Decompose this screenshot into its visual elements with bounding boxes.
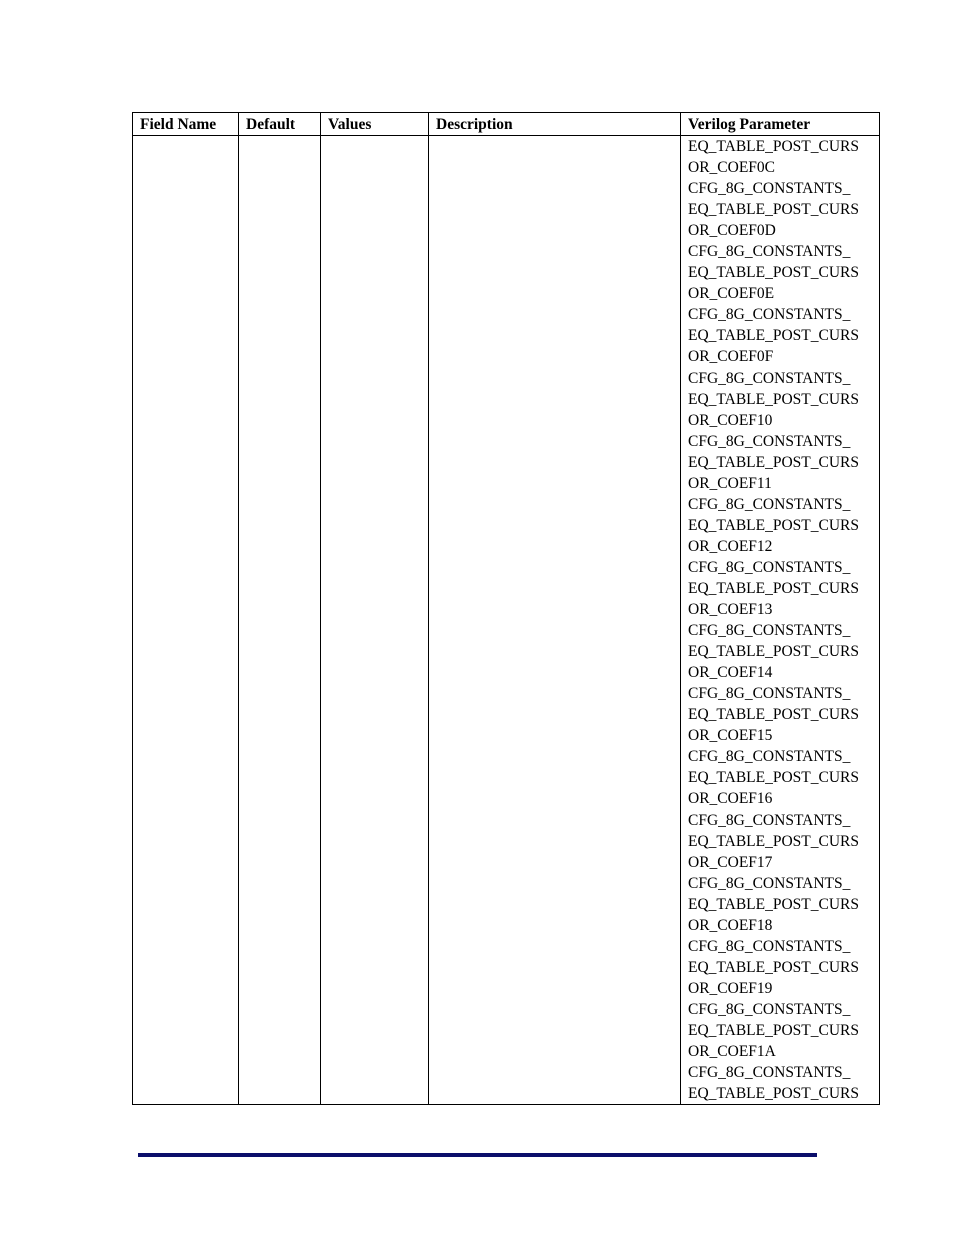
verilog-parameter-line: EQ_TABLE_POST_CURS xyxy=(688,643,859,661)
verilog-parameter-line: EQ_TABLE_POST_CURS xyxy=(688,579,859,597)
verilog-parameter-line: CFG_8G_CONSTANTS_ xyxy=(688,937,851,955)
verilog-parameter-line: OR_COEF17 xyxy=(688,853,773,871)
verilog-parameter-line: OR_COEF10 xyxy=(688,411,773,429)
verilog-parameter-line: CFG_8G_CONSTANTS_ xyxy=(688,1064,851,1082)
verilog-parameter-line: EQ_TABLE_POST_CURS xyxy=(688,769,859,787)
verilog-parameter-line: EQ_TABLE_POST_CURS xyxy=(688,832,859,850)
verilog-parameter-line: OR_COEF0E xyxy=(688,285,775,303)
verilog-parameter-line: CFG_8G_CONSTANTS_ xyxy=(688,811,851,829)
verilog-parameter-line: CFG_8G_CONSTANTS_ xyxy=(688,622,851,640)
cell-default xyxy=(239,136,321,1105)
verilog-parameter-line: CFG_8G_CONSTANTS_ xyxy=(688,558,851,576)
verilog-parameter-line: EQ_TABLE_POST_CURS xyxy=(688,958,859,976)
table-header-row xyxy=(133,113,880,136)
header-field-name: Field Name xyxy=(133,113,239,136)
verilog-parameter-line: OR_COEF18 xyxy=(688,916,773,934)
verilog-parameter-line: CFG_8G_CONSTANTS_ xyxy=(688,495,851,513)
parameter-table xyxy=(132,112,880,1105)
verilog-parameter-line: CFG_8G_CONSTANTS_ xyxy=(688,1000,851,1018)
verilog-parameter-line: EQ_TABLE_POST_CURS xyxy=(688,264,859,282)
verilog-parameter-line: CFG_8G_CONSTANTS_ xyxy=(688,180,851,198)
header-default: Default xyxy=(239,113,321,136)
verilog-parameter-line: CFG_8G_CONSTANTS_ xyxy=(688,243,851,261)
verilog-parameter-line: EQ_TABLE_POST_CURS xyxy=(688,706,859,724)
verilog-parameter-line: OR_COEF0C xyxy=(688,159,775,177)
verilog-parameter-line: EQ_TABLE_POST_CURS xyxy=(688,138,859,155)
verilog-parameter-line: CFG_8G_CONSTANTS_ xyxy=(688,369,851,387)
verilog-parameter-line: OR_COEF12 xyxy=(688,537,773,555)
verilog-parameter-line: CFG_8G_CONSTANTS_ xyxy=(688,748,851,766)
header-description: Description xyxy=(429,113,681,136)
verilog-parameter-line: OR_COEF0D xyxy=(688,222,776,240)
verilog-parameter-line: EQ_TABLE_POST_CURS xyxy=(688,1085,859,1103)
verilog-parameter-line: OR_COEF14 xyxy=(688,664,773,682)
verilog-parameter-line: EQ_TABLE_POST_CURS xyxy=(688,327,859,345)
footer-rule xyxy=(138,1153,817,1157)
verilog-parameter-line: CFG_8G_CONSTANTS_ xyxy=(688,685,851,703)
verilog-parameter-line: CFG_8G_CONSTANTS_ xyxy=(688,306,851,324)
verilog-parameter-line: OR_COEF13 xyxy=(688,601,773,619)
cell-verilog-parameter xyxy=(681,136,880,1105)
verilog-parameter-line: CFG_8G_CONSTANTS_ xyxy=(688,432,851,450)
table-row xyxy=(133,136,880,1105)
verilog-parameter-line: EQ_TABLE_POST_CURS xyxy=(688,1021,859,1039)
verilog-parameter-line: OR_COEF11 xyxy=(688,474,772,492)
verilog-parameter-line: OR_COEF15 xyxy=(688,727,773,745)
verilog-parameter-line: OR_COEF19 xyxy=(688,979,773,997)
verilog-parameter-line: EQ_TABLE_POST_CURS xyxy=(688,390,859,408)
verilog-parameter-line: EQ_TABLE_POST_CURS xyxy=(688,453,859,471)
cell-field-name xyxy=(133,136,239,1105)
verilog-parameter-line: EQ_TABLE_POST_CURS xyxy=(688,516,859,534)
header-values: Values xyxy=(321,113,429,136)
verilog-parameter-line: OR_COEF16 xyxy=(688,790,773,808)
verilog-parameter-line: OR_COEF1A xyxy=(688,1043,776,1061)
header-verilog-parameter: Verilog Parameter xyxy=(681,113,880,136)
verilog-parameter-line: EQ_TABLE_POST_CURS xyxy=(688,201,859,219)
cell-description xyxy=(429,136,681,1105)
cell-values xyxy=(321,136,429,1105)
verilog-parameter-line: EQ_TABLE_POST_CURS xyxy=(688,895,859,913)
verilog-parameter-line: OR_COEF0F xyxy=(688,348,774,366)
verilog-parameter-line: CFG_8G_CONSTANTS_ xyxy=(688,874,851,892)
